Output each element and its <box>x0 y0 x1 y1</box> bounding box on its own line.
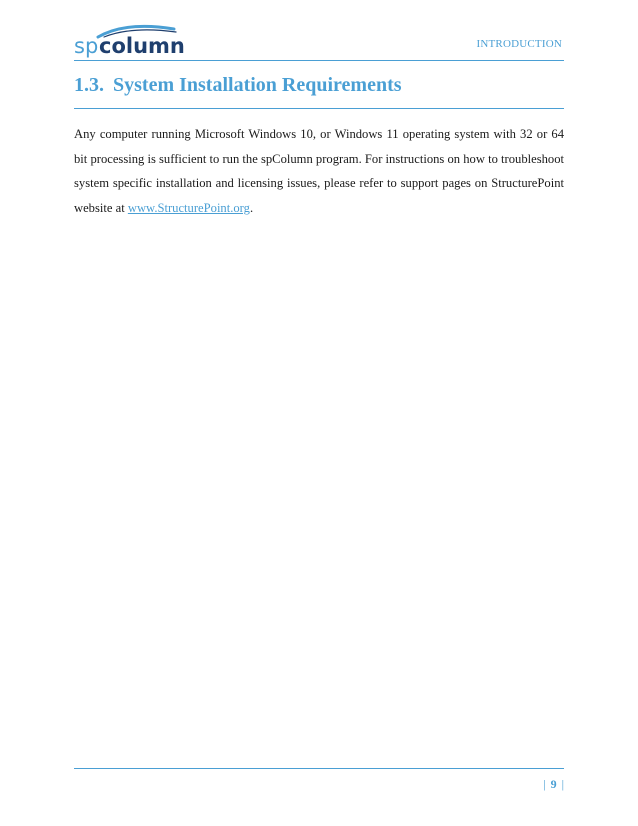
body-text-after-link: . <box>249 200 254 215</box>
header-divider <box>74 60 564 61</box>
header-section-label: INTRODUCTION <box>476 38 562 50</box>
section-number: 1.3. <box>74 74 104 96</box>
section-title-text: System Installation Requirements <box>113 74 402 96</box>
body-paragraph <box>74 122 564 220</box>
page-number-value: 9 <box>550 777 557 791</box>
svg-text:sp: sp <box>74 34 99 58</box>
svg-text:column: column <box>99 34 185 58</box>
structurepoint-website-link[interactable]: www.StructurePoint.org <box>127 200 250 215</box>
title-divider <box>74 108 564 109</box>
page-number <box>543 777 564 792</box>
spcolumn-logo-graphic <box>74 22 192 58</box>
spcolumn-logo <box>74 22 192 58</box>
page-number-separator-right: | <box>561 777 564 791</box>
footer-divider <box>74 768 564 769</box>
page-number-separator-left: | <box>543 777 546 791</box>
section-title <box>74 74 402 97</box>
body-text-before-link: Any computer running Microsoft Windows 10, or Windows 11 operating system with 32 or 64 bit processing is sufficient to run the spColumn program. For instructions on how to troubleshoot system specific installation and licensing issues, please refer to support pages on StructurePoint website at <box>74 127 564 215</box>
